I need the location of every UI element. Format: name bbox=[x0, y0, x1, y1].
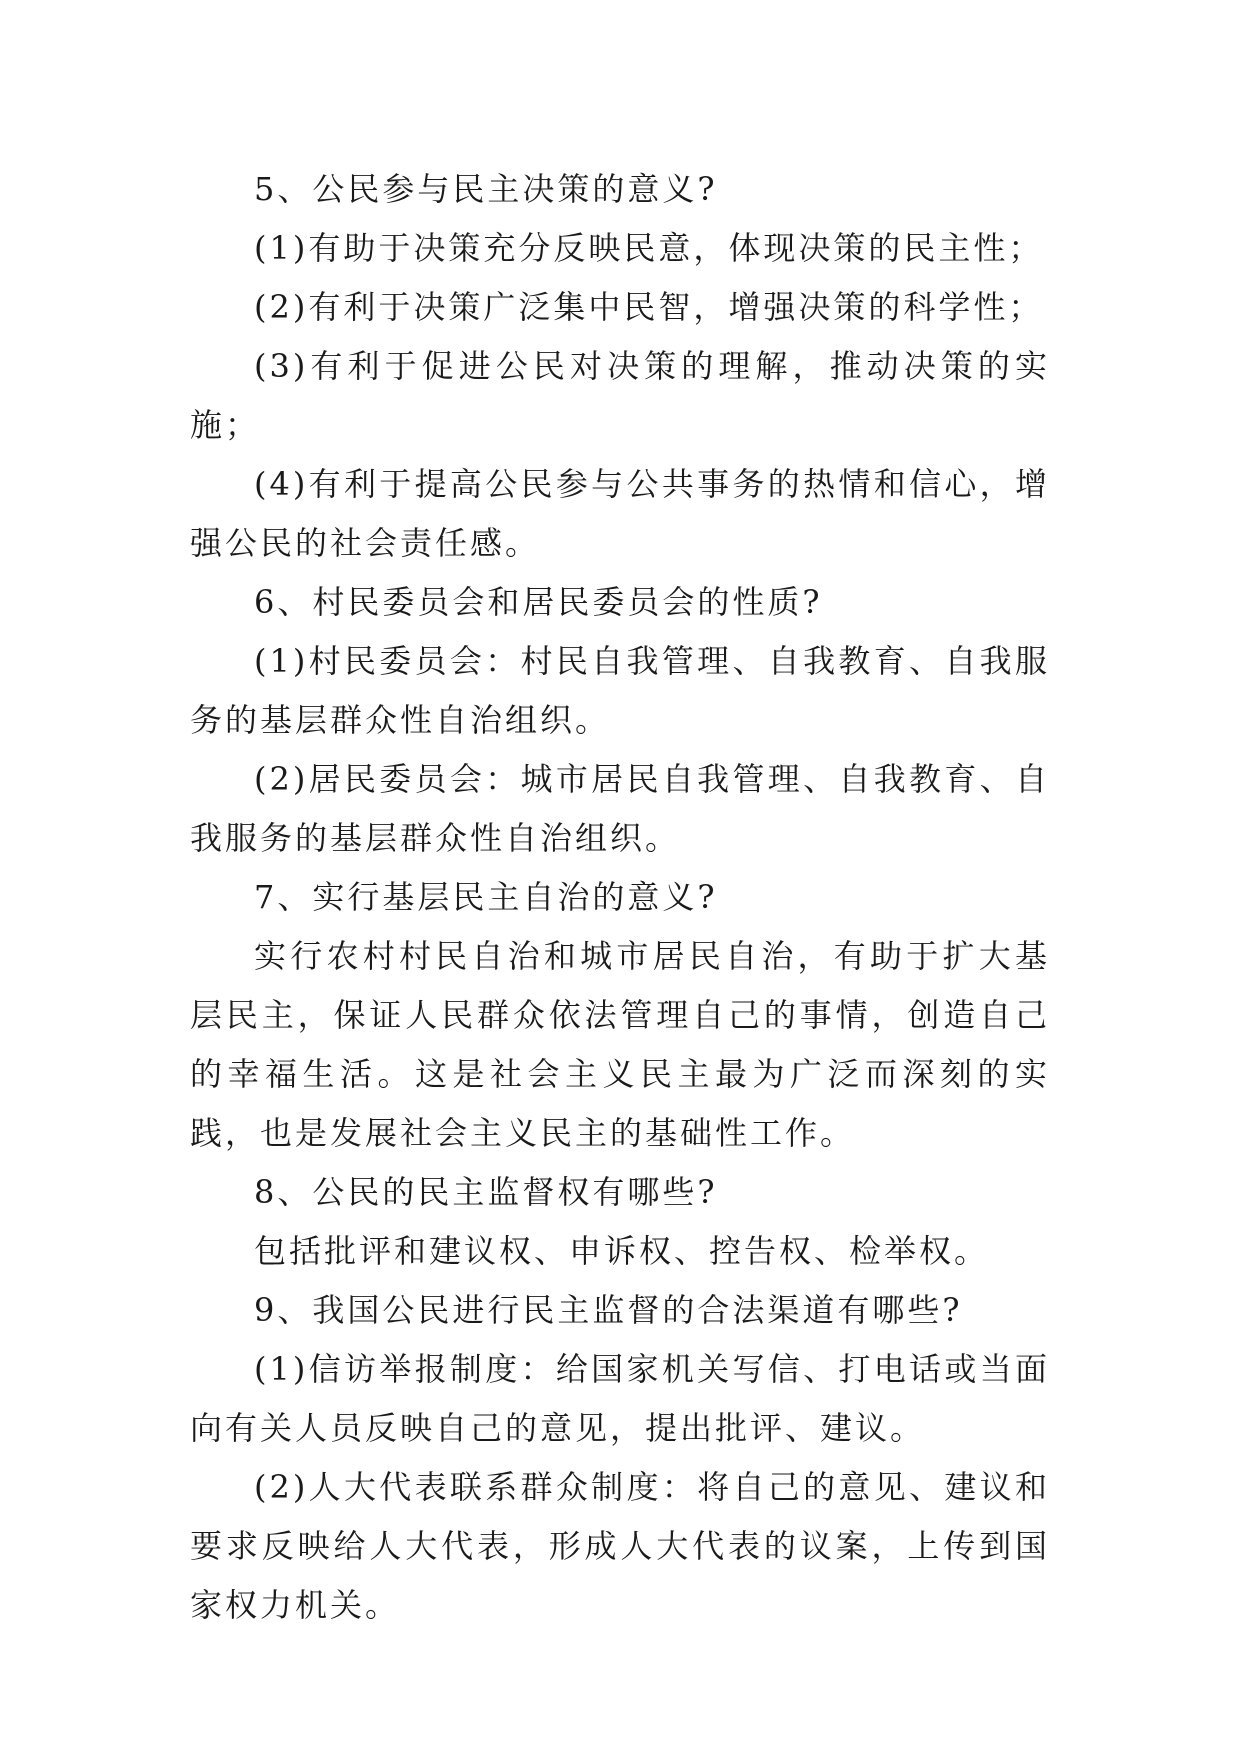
answer-5-point-4: (4)有利于提高公民参与公共事务的热情和信心，增强公民的社会责任感。 bbox=[190, 465, 1050, 562]
answer-7-body: 实行农村村民自治和城市居民自治，有助于扩大基层民主，保证人民群众依法管理自己的事情，创造自己的幸福生活。这是社会主义民主最为广泛而深刻的实践，也是发展社会主义民主的基础性工作。 bbox=[190, 937, 1050, 1152]
answer-5-point-1: (1)有助于决策充分反映民意，体现决策的民主性； bbox=[254, 229, 1044, 267]
question-6-heading: 6、村民委员会和居民委员会的性质? bbox=[254, 583, 823, 621]
answer-8-body: 包括批评和建议权、申诉权、控告权、检举权。 bbox=[254, 1232, 990, 1270]
question-8-heading: 8、公民的民主监督权有哪些? bbox=[254, 1173, 718, 1211]
answer-5-point-2: (2)有利于决策广泛集中民智，增强决策的科学性； bbox=[254, 288, 1044, 326]
answer-6-point-1: (1)村民委员会：村民自我管理、自我教育、自我服务的基层群众性自治组织。 bbox=[190, 642, 1050, 739]
question-5-heading: 5、公民参与民主决策的意义? bbox=[254, 170, 718, 208]
question-9-heading: 9、我国公民进行民主监督的合法渠道有哪些? bbox=[254, 1291, 963, 1329]
document-body bbox=[190, 160, 1050, 1635]
question-7-heading: 7、实行基层民主自治的意义? bbox=[254, 878, 718, 916]
answer-6-point-2: (2)居民委员会：城市居民自我管理、自我教育、自我服务的基层群众性自治组织。 bbox=[190, 760, 1050, 857]
answer-9-point-1: (1)信访举报制度：给国家机关写信、打电话或当面向有关人员反映自己的意见，提出批评、建议。 bbox=[190, 1350, 1050, 1447]
answer-9-point-2: (2)人大代表联系群众制度：将自己的意见、建议和要求反映给人大代表，形成人大代表的议案，上传到国家权力机关。 bbox=[190, 1468, 1050, 1624]
answer-5-point-3: (3)有利于促进公民对决策的理解，推动决策的实施； bbox=[190, 347, 1050, 444]
